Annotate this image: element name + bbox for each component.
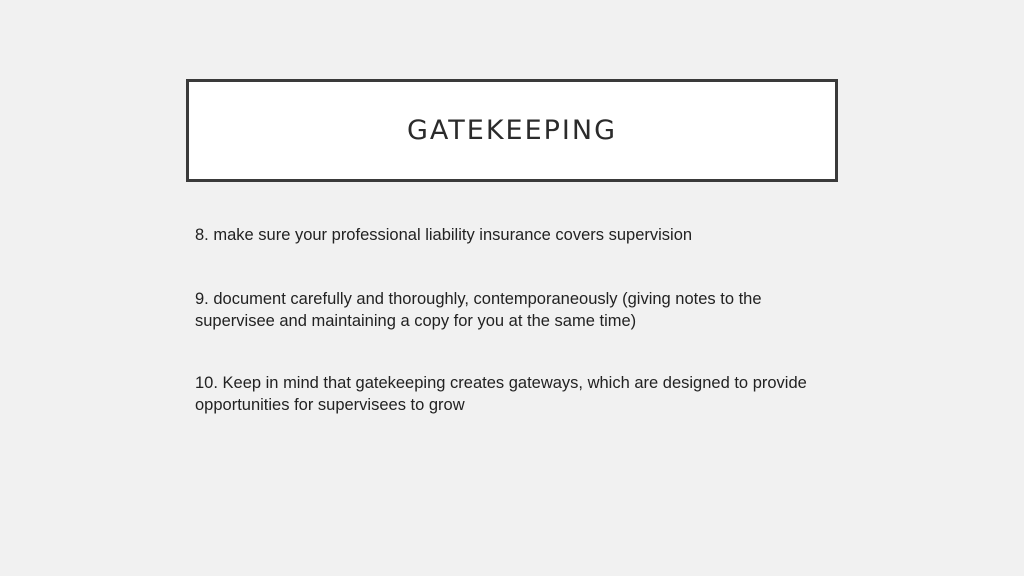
slide-title: GATEKEEPING	[406, 115, 618, 146]
list-item-9: 9. document carefully and thoroughly, contemporaneously (giving notes to the supervisee and maintaining a copy for you at the same time)	[195, 290, 762, 330]
list-item-10: 10. Keep in mind that gatekeeping creates gateways, which are designed to provide opportunities for supervisees to grow	[195, 374, 807, 414]
title-box	[186, 79, 838, 182]
list-item-8: 8. make sure your professional liability insurance covers supervision	[195, 226, 693, 244]
